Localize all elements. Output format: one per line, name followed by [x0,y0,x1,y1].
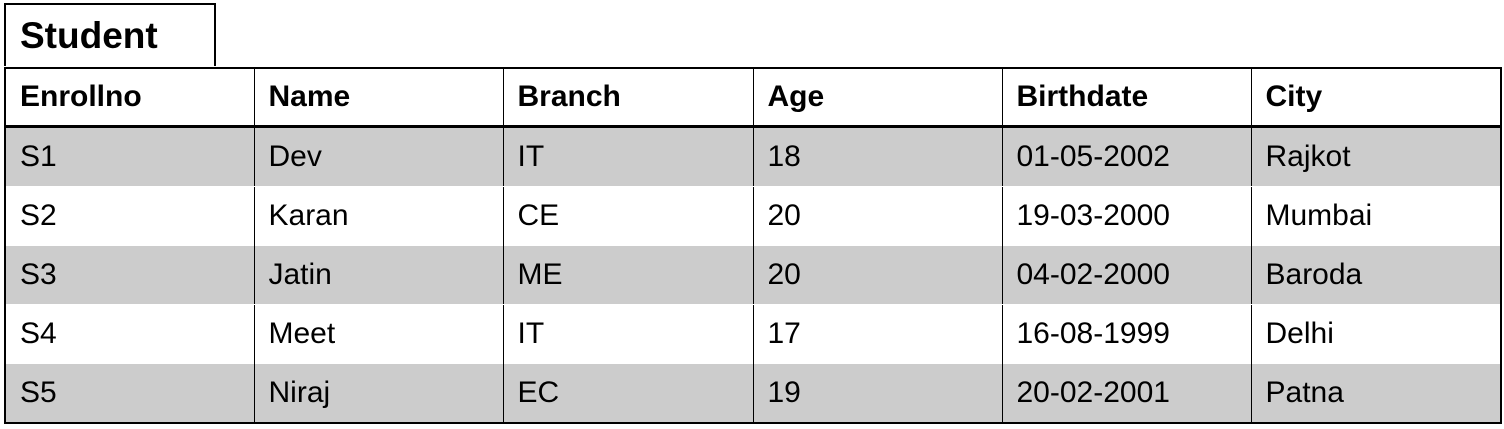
table-row [5,246,1501,305]
column-header-city: City [1251,68,1501,127]
cell-city: Delhi [1251,305,1501,364]
cell-enrollno: S3 [5,246,254,305]
cell-city: Mumbai [1251,187,1501,246]
cell-birthdate: 04-02-2000 [1002,246,1251,305]
cell-branch: EC [503,364,753,424]
cell-birthdate: 01-05-2002 [1002,127,1251,187]
cell-name: Niraj [254,364,503,424]
cell-age: 20 [753,187,1002,246]
cell-branch: ME [503,246,753,305]
column-header-enrollno: Enrollno [5,68,254,127]
cell-name: Jatin [254,246,503,305]
cell-age: 18 [753,127,1002,187]
cell-name: Karan [254,187,503,246]
cell-age: 19 [753,364,1002,424]
cell-birthdate: 16-08-1999 [1002,305,1251,364]
column-header-age: Age [753,68,1002,127]
table-row [5,305,1501,364]
cell-enrollno: S1 [5,127,254,187]
column-header-birthdate: Birthdate [1002,68,1251,127]
cell-birthdate: 19-03-2000 [1002,187,1251,246]
column-header-name: Name [254,68,503,127]
cell-city: Patna [1251,364,1501,424]
table-row [5,187,1501,246]
cell-name: Dev [254,127,503,187]
table-row [5,127,1501,187]
cell-enrollno: S5 [5,364,254,424]
cell-enrollno: S2 [5,187,254,246]
column-header-branch: Branch [503,68,753,127]
cell-name: Meet [254,305,503,364]
student-table [4,67,1502,424]
cell-age: 17 [753,305,1002,364]
cell-city: Rajkot [1251,127,1501,187]
cell-city: Baroda [1251,246,1501,305]
cell-branch: IT [503,127,753,187]
cell-branch: IT [503,305,753,364]
cell-birthdate: 20-02-2001 [1002,364,1251,424]
cell-age: 20 [753,246,1002,305]
cell-branch: CE [503,187,753,246]
table-title: Student [4,3,216,66]
cell-enrollno: S4 [5,305,254,364]
table-row [5,364,1501,424]
header-row [5,68,1501,127]
